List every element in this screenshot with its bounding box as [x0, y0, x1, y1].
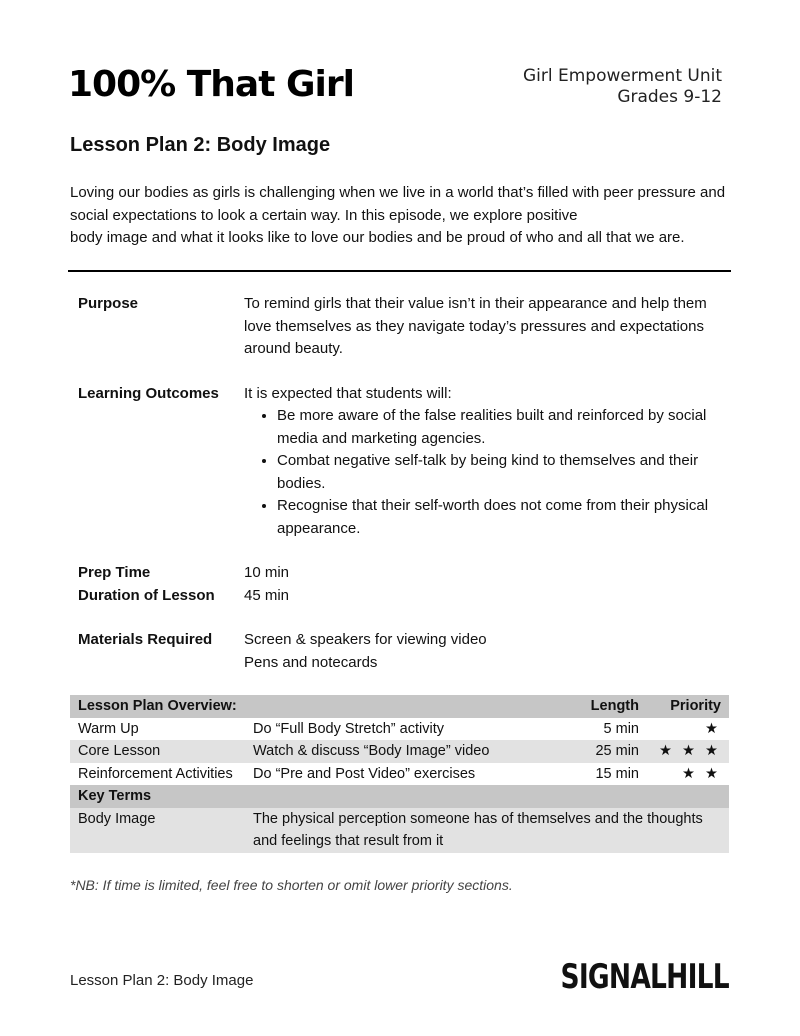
section-name: Core Lesson [70, 740, 245, 763]
unit-info [523, 66, 722, 108]
priority-header: Priority [647, 695, 729, 718]
key-terms-header: Key Terms [70, 785, 729, 808]
lesson-details [78, 293, 718, 674]
priority-note: *NB: If time is limited, feel free to shorten or omit lower priority sections. [70, 877, 513, 893]
table-row [70, 763, 729, 786]
purpose-text: To remind girls that their value isn’t in their appearance and help them love themselves as they navigate today’s pressures and expectations around beauty. [244, 295, 707, 357]
prep-row [78, 562, 718, 585]
priority-stars: ★ ★ [647, 763, 729, 786]
section-length: 25 min [552, 740, 647, 763]
list-item: • Be more aware of the false realities built and reinforced by social media and marketing agencies. [277, 405, 718, 450]
outcomes-label: Learning Outcomes [78, 384, 219, 402]
prep-label: Prep Time [78, 564, 151, 581]
purpose-row [78, 293, 718, 361]
intro-line: Loving our bodies as girls is challenging when we live in a world that’s filled with peer pressure and [70, 184, 726, 201]
materials-row [78, 629, 718, 674]
term-definition: The physical perception someone has of themselves and the thoughts and feelings that result from it [245, 808, 729, 853]
priority-stars: ★ ★ ★ [647, 740, 729, 763]
section-activity: Do “Full Body Stretch” activity [245, 718, 552, 741]
table-header-row [70, 695, 729, 718]
intro-line: body image and what it looks like to love our bodies and be proud of who and all that we are. [70, 229, 685, 246]
document-title: 100% That Girl [68, 64, 354, 105]
prep-value: 10 min [244, 564, 290, 581]
overview-header: Lesson Plan Overview: [70, 695, 552, 718]
list-item: • Combat negative self-talk by being kind to themselves and their bodies. [277, 450, 718, 495]
duration-value: 45 min [244, 586, 290, 604]
section-length: 15 min [552, 763, 647, 786]
outcomes-list [244, 405, 718, 540]
table-row [70, 718, 729, 741]
section-activity: Do “Pre and Post Video” exercises [245, 763, 552, 786]
lesson-title: Lesson Plan 2: Body Image [70, 134, 331, 156]
table-row [70, 808, 729, 853]
footer-text: Lesson Plan 2: Body Image [70, 972, 254, 989]
purpose-label: Purpose [78, 295, 139, 312]
outcomes-intro: It is expected that students will: [244, 384, 452, 402]
divider [68, 270, 731, 272]
list-item: • Recognise that their self-worth does not come from their physical appearance. [277, 495, 718, 540]
key-terms-header-row [70, 785, 729, 808]
outcomes-row [78, 383, 718, 541]
duration-row [78, 585, 718, 608]
overview-table [70, 695, 729, 853]
section-name: Reinforcement Activities [70, 763, 245, 786]
section-length: 5 min [552, 718, 647, 741]
priority-stars: ★ [647, 718, 729, 741]
signalhill-logo: SIGNALHILL [560, 957, 729, 997]
table-row [70, 740, 729, 763]
section-activity: Watch & discuss “Body Image” video [245, 740, 552, 763]
materials-label: Materials Required [78, 631, 213, 648]
grade-range: Grades 9-12 [617, 87, 722, 107]
unit-name: Girl Empowerment Unit [522, 66, 722, 86]
term-name: Body Image [70, 808, 245, 853]
section-name: Warm Up [70, 718, 245, 741]
length-header: Length [552, 695, 647, 718]
material-item: Screen & speakers for viewing video [244, 631, 487, 648]
intro-paragraph [70, 182, 730, 250]
material-item: Pens and notecards [244, 653, 378, 671]
intro-line: social expectations to look a certain way. In this episode, we explore positive [70, 206, 578, 224]
duration-label: Duration of Lesson [78, 586, 215, 604]
